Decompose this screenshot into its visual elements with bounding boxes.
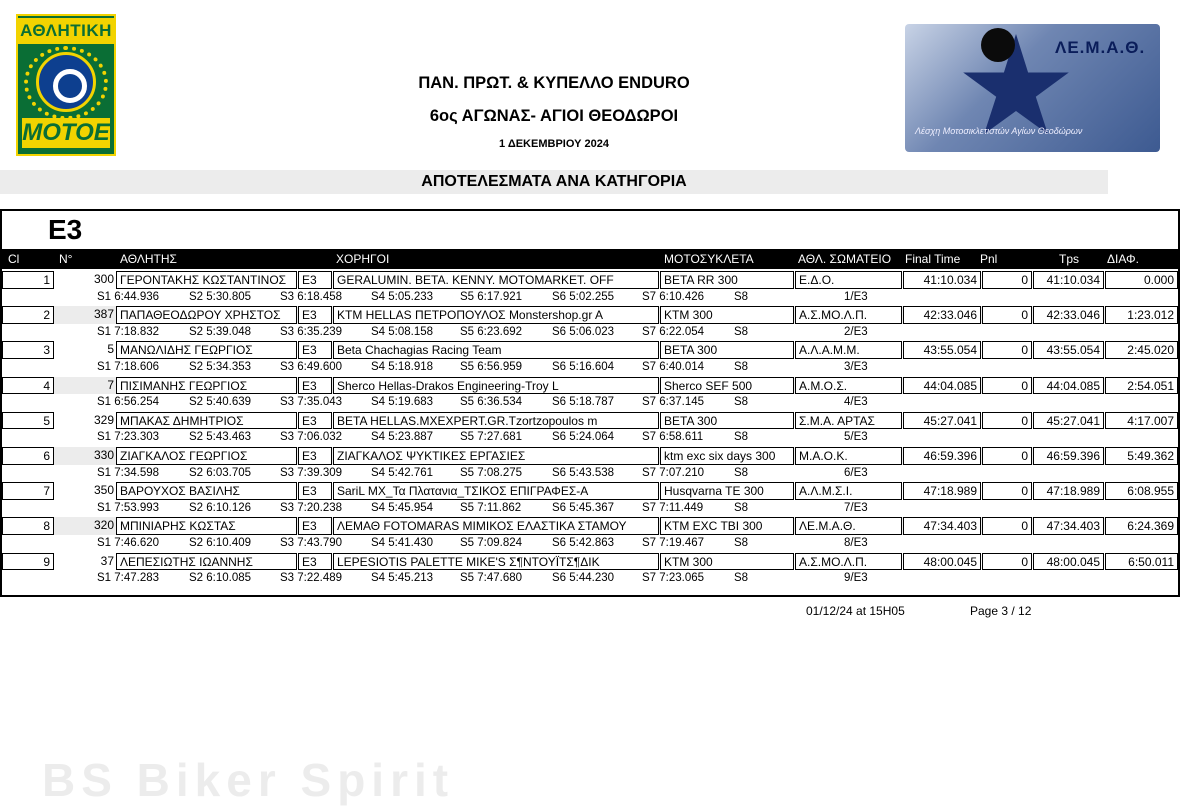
cell-no: 350	[93, 483, 114, 498]
cell-moto: BETA 300	[660, 412, 794, 430]
split-time-s7: S7 6:40.014	[642, 360, 705, 373]
split-time-s8: S8	[734, 290, 749, 303]
split-time-s6: S6 5:24.064	[552, 431, 615, 444]
cell-moto: BETA RR 300	[660, 271, 794, 289]
cell-cat: E3	[298, 517, 332, 535]
split-time-s3: S3 6:35.239	[280, 325, 343, 338]
split-time-s2: S2 5:40.639	[189, 396, 252, 409]
cell-cat: E3	[298, 341, 332, 359]
split-time-s6: S6 5:16.604	[552, 360, 615, 373]
split-time-s1: S1 7:46.620	[97, 536, 160, 549]
split-time-s8: S8	[734, 431, 749, 444]
cell-diff: 4:17.007	[1105, 412, 1178, 430]
cell-pnl: 0	[982, 517, 1032, 535]
cell-final: 46:59.396	[903, 447, 981, 465]
split-time-s6: S6 5:02.255	[552, 290, 615, 303]
split-time-s1: S1 7:18.832	[97, 325, 160, 338]
col-sponsors: ΧΟΡΗΓΟΙ	[336, 252, 390, 266]
table-row	[2, 517, 1178, 535]
split-time-s2: S2 6:03.705	[189, 466, 252, 479]
cell-cl: 1	[2, 271, 54, 289]
split-time-s1: S1 7:23.303	[97, 431, 160, 444]
split-time-s5: S5 7:27.681	[460, 431, 523, 444]
split-time-s4: S4 5:05.233	[371, 290, 434, 303]
cell-cl: 8	[2, 517, 54, 535]
cell-club: Α.Σ.ΜΟ.Λ.Π.	[795, 553, 902, 571]
cell-pnl: 0	[982, 553, 1032, 571]
split-time-s6: S6 5:43.538	[552, 466, 615, 479]
col-tps: Tps	[1059, 252, 1080, 266]
cell-pnl: 0	[982, 271, 1032, 289]
split-time-s6: S6 5:42.863	[552, 536, 615, 549]
cell-sponsor: ΖΙΑΓΚΑΛΟΣ ΨΥΚΤΙΚΕΣ ΕΡΓΑΣΙΕΣ	[333, 447, 659, 465]
cell-tps: 46:59.396	[1033, 447, 1104, 465]
cell-pnl: 0	[982, 447, 1032, 465]
cell-name: ΜΠΙΝΙΑΡΗΣ ΚΩΣΤΑΣ	[116, 517, 297, 535]
cell-cat: E3	[298, 482, 332, 500]
column-header-row	[2, 249, 1178, 269]
cell-sponsor: KTM HELLAS ΠΕΤΡΟΠΟΥΛΟΣ Monstershop.gr A	[333, 306, 659, 324]
cell-name: ΛΕΠΕΣΙΩΤΗΣ ΙΩΑΝΝΗΣ	[116, 553, 297, 571]
cell-no: 320	[93, 518, 114, 533]
cell-club: ΛΕ.Μ.Α.Θ.	[795, 517, 902, 535]
cell-sponsor: SariL MX_Τα Πλατανια_ΤΣΙΚΟΣ ΕΠΙΓΡΑΦΕΣ-Α	[333, 482, 659, 500]
cell-final: 48:00.045	[903, 553, 981, 571]
cell-name: ΠΑΠΑΘΕΟΔΩΡΟΥ ΧΡΗΣΤΟΣ	[116, 306, 297, 324]
table-row	[2, 412, 1178, 430]
cell-name: ΠΙΣΙΜΑΝΗΣ ΓΕΩΡΓΙΟΣ	[116, 377, 297, 395]
cell-cat: E3	[298, 377, 332, 395]
cell-moto: Sherco SEF 500	[660, 377, 794, 395]
cell-final: 41:10.034	[903, 271, 981, 289]
cell-club: Σ.Μ.Α. ΑΡΤΑΣ	[795, 412, 902, 430]
cell-no: 330	[93, 447, 114, 462]
split-time-s1: S1 7:47.283	[97, 572, 160, 585]
cell-final: 45:27.041	[903, 412, 981, 430]
cell-cl: 7	[2, 482, 54, 500]
cell-diff: 2:45.020	[1105, 341, 1178, 359]
split-time-s8: S8	[734, 466, 749, 479]
cell-cl: 9	[2, 553, 54, 571]
cell-name: ΜΠΑΚΑΣ ΔΗΜΗΤΡΙΟΣ	[116, 412, 297, 430]
logo-right-brand: ΛΕ.Μ.Α.Θ.	[1055, 38, 1146, 57]
cell-sponsor: Sherco Hellas-Drakos Engineering-Troy L	[333, 377, 659, 395]
cell-no: 329	[93, 412, 114, 427]
split-time-s8: S8	[734, 396, 749, 409]
cell-moto: KTM EXC TBI 300	[660, 517, 794, 535]
cell-cat: E3	[298, 271, 332, 289]
cell-tps: 44:04.085	[1033, 377, 1104, 395]
cell-sponsor: ΛΕΜΑΘ FOTOMARAS ΜΙΜΙΚΟΣ ΕΛΑΣΤΙΚΑ ΣΤΑΜΟΥ	[333, 517, 659, 535]
split-time-s7: S7 6:10.426	[642, 290, 705, 303]
cell-no: 387	[93, 307, 114, 322]
cell-diff: 2:54.051	[1105, 377, 1178, 395]
printed-timestamp: 01/12/24 at 15H05	[806, 604, 905, 618]
cell-no: 37	[100, 553, 114, 568]
cell-pnl: 0	[982, 482, 1032, 500]
split-time-s7: S7 6:22.054	[642, 325, 705, 338]
split-time-s7: S7 7:19.467	[642, 536, 705, 549]
cell-cat: E3	[298, 553, 332, 571]
cell-cat: E3	[298, 306, 332, 324]
cell-diff: 6:50.011	[1105, 553, 1178, 571]
split-time-s1: S1 6:44.936	[97, 290, 160, 303]
split-time-s7: S7 7:07.210	[642, 466, 705, 479]
split-time-s6: S6 5:45.367	[552, 501, 615, 514]
split-time-s3: S3 7:20.238	[280, 501, 343, 514]
split-time-s2: S2 6:10.085	[189, 572, 252, 585]
page-number: Page 3 / 12	[970, 604, 1032, 618]
class-position: 7/E3	[844, 501, 868, 514]
cell-final: 43:55.054	[903, 341, 981, 359]
col-club: ΑΘΛ. ΣΩΜΑΤΕΙΟ	[798, 252, 892, 266]
split-time-s7: S7 7:23.065	[642, 572, 705, 585]
split-times-row	[2, 289, 1178, 307]
split-times-row	[2, 394, 1178, 412]
split-time-s5: S5 7:08.275	[460, 466, 523, 479]
split-times-row	[2, 535, 1178, 553]
split-time-s4: S4 5:23.887	[371, 431, 434, 444]
cell-cl: 2	[2, 306, 54, 324]
cell-final: 44:04.085	[903, 377, 981, 395]
cell-moto: KTM 300	[660, 553, 794, 571]
cell-sponsor: LEPESIOTIS PALETTE MIKE'S Σ¶ΝΤΟΥΪΤΣ¶ΔΙΚ	[333, 553, 659, 571]
split-times-row	[2, 359, 1178, 377]
cell-moto: Husqvarna TE 300	[660, 482, 794, 500]
split-time-s8: S8	[734, 325, 749, 338]
split-times-row	[2, 465, 1178, 483]
cell-cl: 5	[2, 412, 54, 430]
split-time-s1: S1 6:56.254	[97, 396, 160, 409]
cell-club: Μ.Α.Ο.Κ.	[795, 447, 902, 465]
cell-tps: 47:18.989	[1033, 482, 1104, 500]
split-time-s3: S3 6:49.600	[280, 360, 343, 373]
cell-moto: ktm exc six days 300	[660, 447, 794, 465]
split-time-s3: S3 7:06.032	[280, 431, 343, 444]
split-time-s5: S5 6:36.534	[460, 396, 523, 409]
split-time-s4: S4 5:45.213	[371, 572, 434, 585]
cell-cl: 4	[2, 377, 54, 395]
table-row	[2, 377, 1178, 395]
split-time-s5: S5 7:47.680	[460, 572, 523, 585]
split-time-s8: S8	[734, 360, 749, 373]
split-time-s4: S4 5:19.683	[371, 396, 434, 409]
cell-club: Α.Λ.Μ.Σ.Ι.	[795, 482, 902, 500]
championship-title: ΠΑΝ. ΠΡΩΤ. & ΚΥΠΕΛΛΟ ENDURO	[418, 74, 690, 92]
split-time-s7: S7 6:37.145	[642, 396, 705, 409]
split-time-s2: S2 6:10.126	[189, 501, 252, 514]
split-time-s2: S2 5:43.463	[189, 431, 252, 444]
class-position: 6/E3	[844, 466, 868, 479]
split-time-s4: S4 5:45.954	[371, 501, 434, 514]
cell-diff: 6:08.955	[1105, 482, 1178, 500]
cell-name: ΒΑΡΟΥΧΟΣ ΒΑΣΙΛΗΣ	[116, 482, 297, 500]
split-time-s6: S6 5:18.787	[552, 396, 615, 409]
cell-final: 42:33.046	[903, 306, 981, 324]
cell-sponsor: BETA HELLAS.MXEXPERT.GR.Tzortzopoulos m	[333, 412, 659, 430]
split-time-s4: S4 5:41.430	[371, 536, 434, 549]
cell-final: 47:18.989	[903, 482, 981, 500]
results-rows	[2, 271, 1178, 588]
class-position: 3/E3	[844, 360, 868, 373]
table-row	[2, 447, 1178, 465]
split-times-row	[2, 570, 1178, 588]
cell-diff: 0.000	[1105, 271, 1178, 289]
table-row	[2, 306, 1178, 324]
cell-pnl: 0	[982, 341, 1032, 359]
split-time-s6: S6 5:44.230	[552, 572, 615, 585]
split-time-s1: S1 7:18.606	[97, 360, 160, 373]
cell-pnl: 0	[982, 412, 1032, 430]
table-row	[2, 553, 1178, 571]
cell-diff: 5:49.362	[1105, 447, 1178, 465]
split-times-row	[2, 500, 1178, 518]
split-time-s3: S3 7:43.790	[280, 536, 343, 549]
cell-diff: 1:23.012	[1105, 306, 1178, 324]
split-time-s5: S5 6:23.692	[460, 325, 523, 338]
cell-tps: 47:34.403	[1033, 517, 1104, 535]
cell-cl: 6	[2, 447, 54, 465]
cell-diff: 6:24.369	[1105, 517, 1178, 535]
split-time-s2: S2 5:39.048	[189, 325, 252, 338]
split-times-row	[2, 429, 1178, 447]
split-time-s1: S1 7:53.993	[97, 501, 160, 514]
split-time-s4: S4 5:08.158	[371, 325, 434, 338]
cell-club: Α.Λ.Α.Μ.Μ.	[795, 341, 902, 359]
class-position: 4/E3	[844, 396, 868, 409]
logo-right-caption: Λέσχη Μοτοσικλετιστών Αγίων Θεοδώρων	[915, 126, 1083, 136]
class-position: 2/E3	[844, 325, 868, 338]
split-time-s8: S8	[734, 501, 749, 514]
col-penalty: Pnl	[980, 252, 998, 266]
cell-sponsor: GERALUMIN. BETA. KENNY. MOTOMARKET. OFF	[333, 271, 659, 289]
table-row	[2, 341, 1178, 359]
results-title: ΑΠΟΤΕΛΕΣΜΑΤΑ ΑΝΑ ΚΑΤΗΓΟΡΙΑ	[0, 170, 1108, 194]
split-time-s6: S6 5:06.023	[552, 325, 615, 338]
cell-no: 7	[107, 377, 114, 392]
split-time-s4: S4 5:42.761	[371, 466, 434, 479]
cell-tps: 41:10.034	[1033, 271, 1104, 289]
class-position: 5/E3	[844, 431, 868, 444]
cell-no: 5	[107, 342, 114, 357]
cell-pnl: 0	[982, 377, 1032, 395]
split-time-s3: S3 7:39.309	[280, 466, 343, 479]
split-time-s2: S2 5:34.353	[189, 360, 252, 373]
rider-silhouette-icon	[981, 28, 1015, 62]
table-row	[2, 271, 1178, 289]
split-time-s8: S8	[734, 572, 749, 585]
cell-sponsor: Beta Chachagias Racing Team	[333, 341, 659, 359]
split-time-s4: S4 5:18.918	[371, 360, 434, 373]
cell-cl: 3	[2, 341, 54, 359]
cell-cat: E3	[298, 412, 332, 430]
cell-no: 300	[93, 272, 114, 286]
cell-pnl: 0	[982, 306, 1032, 324]
split-time-s5: S5 6:17.921	[460, 290, 523, 303]
cell-tps: 43:55.054	[1033, 341, 1104, 359]
split-time-s2: S2 6:10.409	[189, 536, 252, 549]
cell-club: Ε.Δ.Ο.	[795, 271, 902, 289]
class-heading: E3	[48, 214, 83, 245]
cell-tps: 42:33.046	[1033, 306, 1104, 324]
col-final-time: Final Time	[905, 252, 961, 266]
biker-spirit-watermark: BS Biker Spirit	[42, 754, 455, 806]
class-position: 8/E3	[844, 536, 868, 549]
col-motorcycle: ΜΟΤΟΣΥΚΛΕΤΑ	[664, 252, 754, 266]
cell-name: ΜΑΝΩΛΙΔΗΣ ΓΕΩΡΓΙΟΣ	[116, 341, 297, 359]
class-position: 9/E3	[844, 572, 868, 585]
split-time-s5: S5 7:09.824	[460, 536, 523, 549]
logo-left-top-text: ΑΘΛΗΤΙΚΗ	[18, 18, 114, 44]
cell-tps: 48:00.045	[1033, 553, 1104, 571]
cell-name: ΖΙΑΓΚΑΛΟΣ ΓΕΩΡΓΙΟΣ	[116, 447, 297, 465]
cell-tps: 45:27.041	[1033, 412, 1104, 430]
event-title: 6ος ΑΓΩΝΑΣ- ΑΓΙΟΙ ΘΕΟΔΩΡΟΙ	[429, 107, 679, 125]
split-time-s7: S7 7:11.449	[642, 501, 704, 514]
col-number: N°	[59, 252, 73, 266]
cell-moto: KTM 300	[660, 306, 794, 324]
cell-cat: E3	[298, 447, 332, 465]
col-difference: ΔΙΑΦ.	[1107, 252, 1139, 266]
split-time-s7: S7 6:58.611	[642, 431, 704, 444]
cell-club: Α.Σ.ΜΟ.Λ.Π.	[795, 306, 902, 324]
cell-club: Α.Μ.Ο.Σ.	[795, 377, 902, 395]
split-time-s8: S8	[734, 536, 749, 549]
col-cl: Cl	[8, 252, 20, 266]
cell-final: 47:34.403	[903, 517, 981, 535]
logo-left-bottom-text: ΜΟΤΟΕ	[22, 119, 110, 146]
col-athlete: ΑΘΛΗΤΗΣ	[120, 252, 177, 266]
event-date: 1 ΔΕΚΕΜΒΡΙΟΥ 2024	[499, 138, 609, 150]
table-row	[2, 482, 1178, 500]
split-times-row	[2, 324, 1178, 342]
split-time-s3: S3 7:35.043	[280, 396, 343, 409]
split-time-s5: S5 6:56.959	[460, 360, 523, 373]
split-time-s3: S3 7:22.489	[280, 572, 343, 585]
cell-moto: BETA 300	[660, 341, 794, 359]
split-time-s2: S2 5:30.805	[189, 290, 252, 303]
split-time-s1: S1 7:34.598	[97, 466, 160, 479]
class-position: 1/E3	[844, 290, 868, 303]
split-time-s5: S5 7:11.862	[460, 501, 522, 514]
split-time-s3: S3 6:18.458	[280, 290, 343, 303]
cell-name: ΓΕΡΟΝΤΑΚΗΣ ΚΩΣΤΑΝΤΙΝΟΣ	[116, 271, 297, 289]
